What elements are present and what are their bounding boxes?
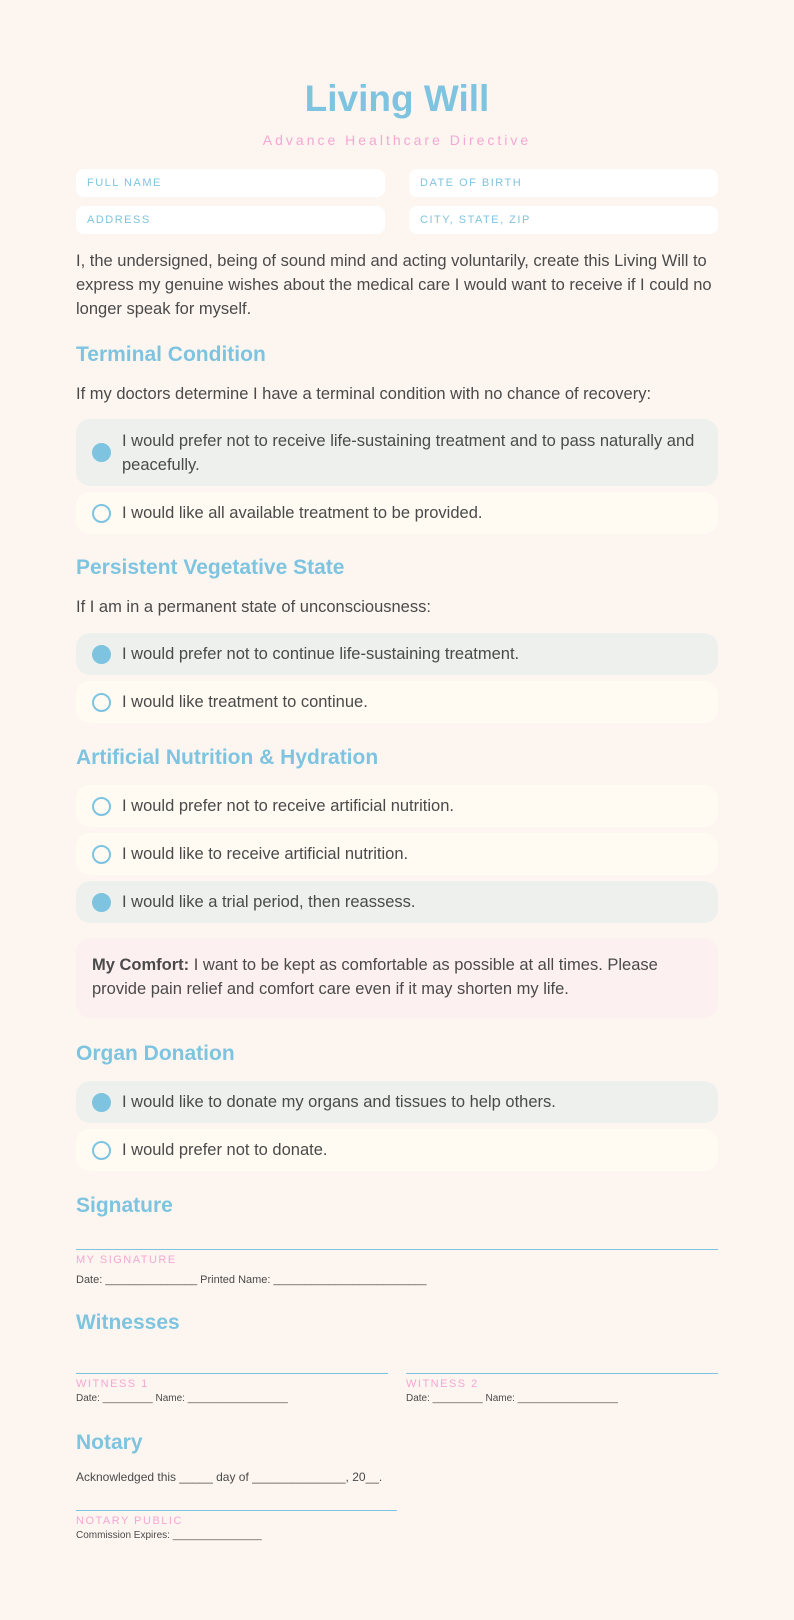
signature-line[interactable] bbox=[76, 1249, 718, 1250]
vegetative-option-continue[interactable] bbox=[76, 681, 718, 723]
option-label: I would prefer not to receive life-sustaining treatment and to pass naturally and peacefully. bbox=[122, 431, 695, 474]
page-title: Living Will bbox=[304, 78, 490, 119]
signature-heading: Signature bbox=[76, 1194, 173, 1217]
notary-commission-line: Commission Expires: ________________ bbox=[76, 1530, 262, 1541]
date-of-birth-field[interactable]: DATE OF BIRTH bbox=[409, 169, 718, 197]
city-state-zip-field[interactable]: CITY, STATE, ZIP bbox=[409, 206, 718, 234]
signature-label: MY SIGNATURE bbox=[76, 1254, 177, 1266]
radio-empty-icon[interactable] bbox=[92, 1141, 111, 1160]
nutrition-option-trial[interactable] bbox=[76, 881, 718, 923]
witness-2-label: WITNESS 2 bbox=[406, 1378, 479, 1390]
nutrition-heading: Artificial Nutrition & Hydration bbox=[76, 746, 379, 769]
terminal-condition-lead: If my doctors determine I have a terminal condition with no chance of recovery: bbox=[76, 385, 652, 403]
terminal-option-no-treatment[interactable] bbox=[76, 419, 718, 486]
witnesses-heading: Witnesses bbox=[76, 1311, 180, 1334]
page-subtitle: Advance Healthcare Directive bbox=[262, 132, 532, 148]
comfort-text: I want to be kept as comfortable as possible at all times. Please provide pain relief and comfort care even if it may shorten my life. bbox=[92, 956, 658, 998]
radio-empty-icon[interactable] bbox=[92, 797, 111, 816]
vegetative-state-lead: If I am in a permanent state of unconsciousness: bbox=[76, 598, 431, 616]
witness-2-date-name-line: Date: _________ Name: __________________ bbox=[406, 1393, 618, 1404]
option-label: I would prefer not to continue life-sustaining treatment. bbox=[122, 645, 520, 663]
vegetative-state-heading: Persistent Vegetative State bbox=[76, 556, 345, 579]
signature-date-name-line: Date: _______________ Printed Name: _________________________ bbox=[76, 1274, 427, 1286]
organ-donation-heading: Organ Donation bbox=[76, 1042, 235, 1065]
radio-selected-icon[interactable] bbox=[92, 443, 111, 462]
vegetative-option-discontinue[interactable] bbox=[76, 633, 718, 675]
option-label: I would like to donate my organs and tissues to help others. bbox=[122, 1093, 556, 1111]
radio-selected-icon[interactable] bbox=[92, 645, 111, 664]
option-label: I would prefer not to donate. bbox=[122, 1141, 328, 1159]
witness-1-date-name-line: Date: _________ Name: __________________ bbox=[76, 1393, 288, 1404]
terminal-option-all-treatment[interactable] bbox=[76, 492, 718, 534]
personal-info-fields bbox=[76, 169, 718, 234]
notary-label: NOTARY PUBLIC bbox=[76, 1515, 183, 1527]
notary-signature-line[interactable] bbox=[76, 1510, 397, 1511]
option-label: I would like a trial period, then reassess. bbox=[122, 893, 416, 911]
nutrition-option-decline[interactable] bbox=[76, 785, 718, 827]
option-label: I would like treatment to continue. bbox=[122, 693, 368, 711]
comfort-note bbox=[76, 938, 718, 1018]
notary-heading: Notary bbox=[76, 1431, 143, 1454]
option-label: I would prefer not to receive artificial nutrition. bbox=[122, 797, 454, 815]
radio-selected-icon[interactable] bbox=[92, 1093, 111, 1112]
radio-empty-icon[interactable] bbox=[92, 845, 111, 864]
intro-paragraph: I, the undersigned, being of sound mind and acting voluntarily, create this Living Will to express my genuine wishes about the medical care I would want to receive if I could no longer speak for myself. bbox=[76, 252, 712, 318]
option-label: I would like to receive artificial nutrition. bbox=[122, 845, 409, 863]
radio-selected-icon[interactable] bbox=[92, 893, 111, 912]
radio-empty-icon[interactable] bbox=[92, 504, 111, 523]
full-name-field[interactable]: FULL NAME bbox=[76, 169, 385, 197]
organ-option-donate[interactable] bbox=[76, 1081, 718, 1123]
nutrition-option-receive[interactable] bbox=[76, 833, 718, 875]
notary-acknowledgement: Acknowledged this _____ day of ______________, 20__. bbox=[76, 1470, 383, 1484]
witness-1-signature-line[interactable] bbox=[76, 1373, 388, 1374]
radio-empty-icon[interactable] bbox=[92, 693, 111, 712]
witness-1-label: WITNESS 1 bbox=[76, 1378, 149, 1390]
witness-2-signature-line[interactable] bbox=[406, 1373, 718, 1374]
address-field[interactable]: ADDRESS bbox=[76, 206, 385, 234]
comfort-label: My Comfort: bbox=[92, 956, 190, 974]
terminal-condition-heading: Terminal Condition bbox=[76, 343, 266, 366]
option-label: I would like all available treatment to be provided. bbox=[122, 504, 483, 522]
organ-option-decline[interactable] bbox=[76, 1129, 718, 1171]
